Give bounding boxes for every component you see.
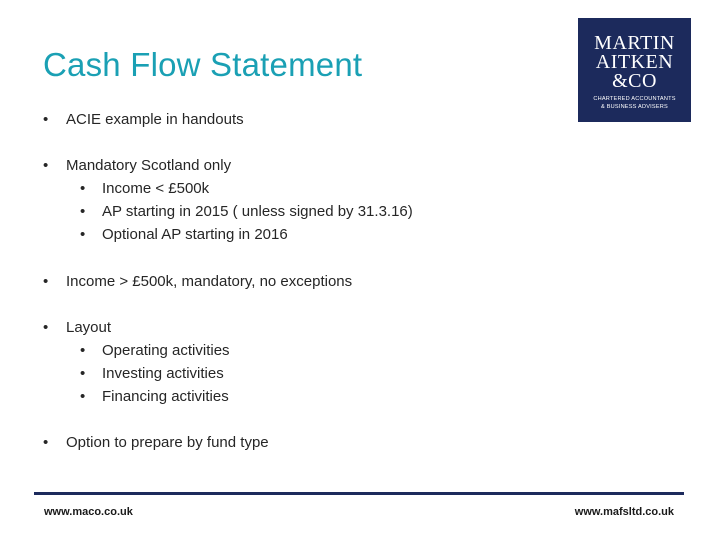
bullet-glyph: • xyxy=(80,203,86,220)
footer-link-right[interactable]: www.mafsltd.co.uk xyxy=(574,506,674,518)
bullet-glyph: • xyxy=(43,319,49,336)
bullet-text: Income > £500k, mandatory, no exceptions xyxy=(66,273,353,290)
sub-bullet-item xyxy=(80,226,288,244)
bullet-text: Option to prepare by fund type xyxy=(66,434,269,451)
bullet-glyph: • xyxy=(43,434,49,451)
sub-bullet-text: Investing activities xyxy=(102,365,224,382)
bullet-item xyxy=(43,273,353,291)
bullet-glyph: • xyxy=(80,180,86,197)
bullet-glyph: • xyxy=(43,273,49,290)
bullet-text: ACIE example in handouts xyxy=(66,111,244,128)
bullet-glyph: • xyxy=(80,226,86,243)
bullet-glyph: • xyxy=(80,365,86,382)
slide-title: Cash Flow Statement xyxy=(43,46,363,83)
footer-link-left[interactable]: www.maco.co.uk xyxy=(44,506,133,518)
logo-line-3: &CO xyxy=(612,70,657,92)
sub-bullet-text: Operating activities xyxy=(102,342,230,359)
sub-bullet-item xyxy=(80,203,413,221)
bullet-text: Layout xyxy=(66,319,112,336)
sub-bullet-text: Financing activities xyxy=(102,388,229,405)
bullet-item xyxy=(43,111,244,129)
sub-bullet-text: Optional AP starting in 2016 xyxy=(102,226,288,243)
sub-bullet-item xyxy=(80,365,224,383)
bullet-item xyxy=(43,319,112,337)
sub-bullet-item xyxy=(80,180,210,198)
logo-tagline-2: & BUSINESS ADVISERS xyxy=(601,104,668,110)
bullet-item xyxy=(43,434,269,452)
bullet-glyph: • xyxy=(43,111,49,128)
logo-line-2: AITKEN xyxy=(595,51,674,73)
bullet-item xyxy=(43,157,232,175)
logo-line-1: MARTIN xyxy=(594,32,675,54)
sub-bullet-item xyxy=(80,388,229,406)
bullet-glyph: • xyxy=(80,388,86,405)
sub-bullet-text: Income < £500k xyxy=(102,180,210,197)
bullet-glyph: • xyxy=(43,157,49,174)
bullet-glyph: • xyxy=(80,342,86,359)
footer-rule xyxy=(34,492,684,495)
logo-tagline-1: CHARTERED ACCOUNTANTS xyxy=(593,96,676,102)
bullet-text: Mandatory Scotland only xyxy=(66,157,232,174)
sub-bullet-text: AP starting in 2015 ( unless signed by 31.3.16) xyxy=(102,203,413,220)
sub-bullet-item xyxy=(80,342,230,360)
